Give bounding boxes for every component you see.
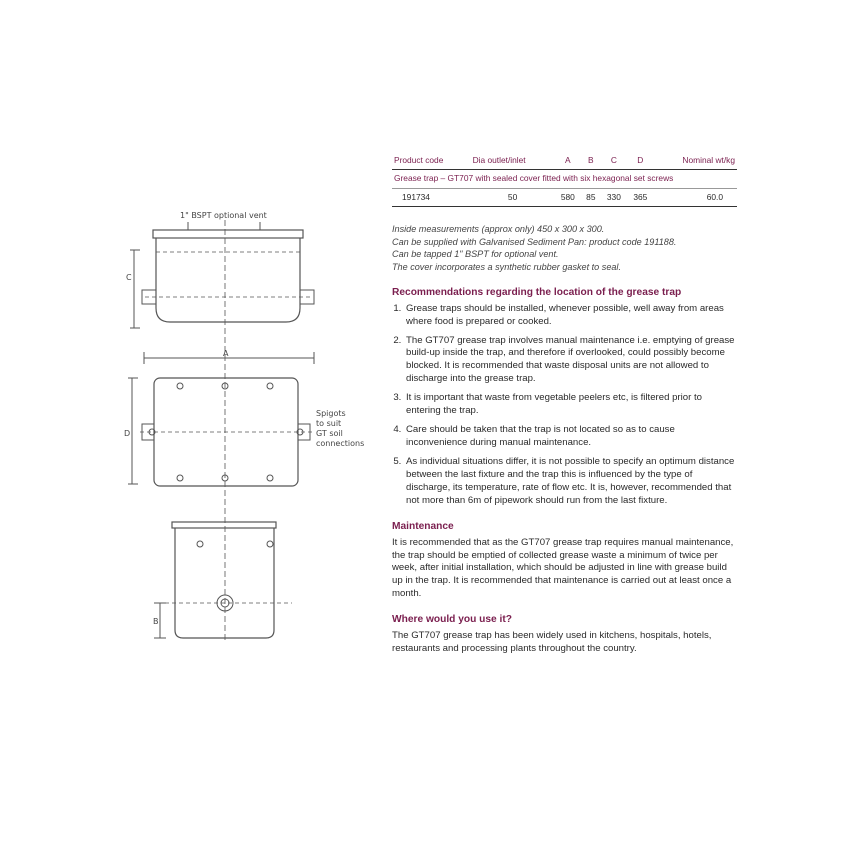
spigot-label-line-1: Spigots: [316, 409, 346, 418]
dim-b-label: B: [153, 617, 159, 626]
cell-b: 85: [581, 188, 601, 206]
dim-c-label: C: [126, 273, 132, 282]
spigot-label-line-3: GT soil: [316, 429, 343, 438]
table-subheading: Grease trap – GT707 with sealed cover fitted with six hexagonal set screws: [392, 170, 737, 188]
list-item: 3. It is important that waste from vegetable peelers etc, is filtered prior to entering the trap.: [404, 392, 737, 418]
grease-trap-diagram: [120, 200, 380, 680]
dim-d-label: D: [124, 429, 131, 438]
list-item: 2. The GT707 grease trap involves manual maintenance i.e. emptying of grease build-up inside the trap, and therefore if overlooked, could possibly become blocked. It is recommended that waste disposal units are not allowed to discharge into the grease trap.: [404, 335, 737, 387]
product-notes: [392, 223, 737, 274]
note-item: Can be tapped 1" BSPT for optional vent.: [392, 249, 559, 260]
vent-label: 1" BSPT optional vent: [180, 211, 267, 220]
maintenance-heading: Maintenance: [392, 520, 454, 532]
note-item: The cover incorporates a synthetic rubber gasket to seal.: [392, 262, 621, 273]
recommendations-heading: Recommendations regarding the location of the grease trap: [392, 286, 682, 298]
cell-d: 365: [627, 188, 653, 206]
col-product-code: Product code: [392, 152, 471, 170]
table-subheading-row: [392, 170, 737, 188]
list-item: 5. As individual situations differ, it is not possible to specify an optimum distance between the last fixture and the trap this is influenced by the type of discharge, its temperature, rate of flow etc. It is, however, recommended that not more than 6m of pipework should run from the last fixture.: [404, 456, 737, 508]
usage-text: The GT707 grease trap has been widely used in kitchens, hospitals, hotels, restaurants and processing plants throughout the country.: [392, 630, 712, 654]
col-b: B: [581, 152, 601, 170]
col-dia: Dia outlet/inlet: [471, 152, 555, 170]
technical-drawing: [120, 200, 380, 680]
spigot-label-line-2: to suit: [316, 419, 342, 428]
note-item: Inside measurements (approx only) 450 x 300 x 300.: [392, 224, 605, 235]
col-a: A: [555, 152, 581, 170]
spec-table: [392, 152, 737, 207]
list-item: 4. Care should be taken that the trap is not located so as to cause inconvenience during manual maintenance.: [404, 424, 737, 450]
recommendations-list: [392, 303, 737, 508]
table-row: [392, 188, 737, 206]
specification-text: [392, 152, 737, 656]
spigot-label-line-4: connections: [316, 439, 365, 448]
spec-table-header: [392, 152, 737, 170]
col-d: D: [627, 152, 653, 170]
maintenance-text: It is recommended that as the GT707 grease trap requires manual maintenance, the trap should be emptied of collected grease waste a minimum of twice per week, after initial installation, which should be adjusted in line with grease build up in the trap. It is recommended that maintenance is carried out at least once a month.: [392, 536, 734, 600]
cell-product-code: 191734: [392, 188, 471, 206]
side-elevation: [126, 211, 314, 364]
dim-a-label: A: [223, 349, 229, 358]
end-elevation: [153, 522, 292, 638]
list-item: 1. Grease traps should be installed, whenever possible, well away from areas where food is prepared or cooked.: [404, 303, 737, 329]
plan-view: [124, 378, 364, 486]
cell-dia: 50: [471, 188, 555, 206]
cell-a: 580: [555, 188, 581, 206]
note-item: Can be supplied with Galvanised Sediment Pan: product code 191188.: [392, 236, 677, 247]
col-c: C: [601, 152, 627, 170]
cell-c: 330: [601, 188, 627, 206]
cell-weight: 60.0: [654, 188, 737, 206]
usage-heading: Where would you use it?: [392, 614, 512, 626]
col-weight: Nominal wt/kg: [654, 152, 737, 170]
